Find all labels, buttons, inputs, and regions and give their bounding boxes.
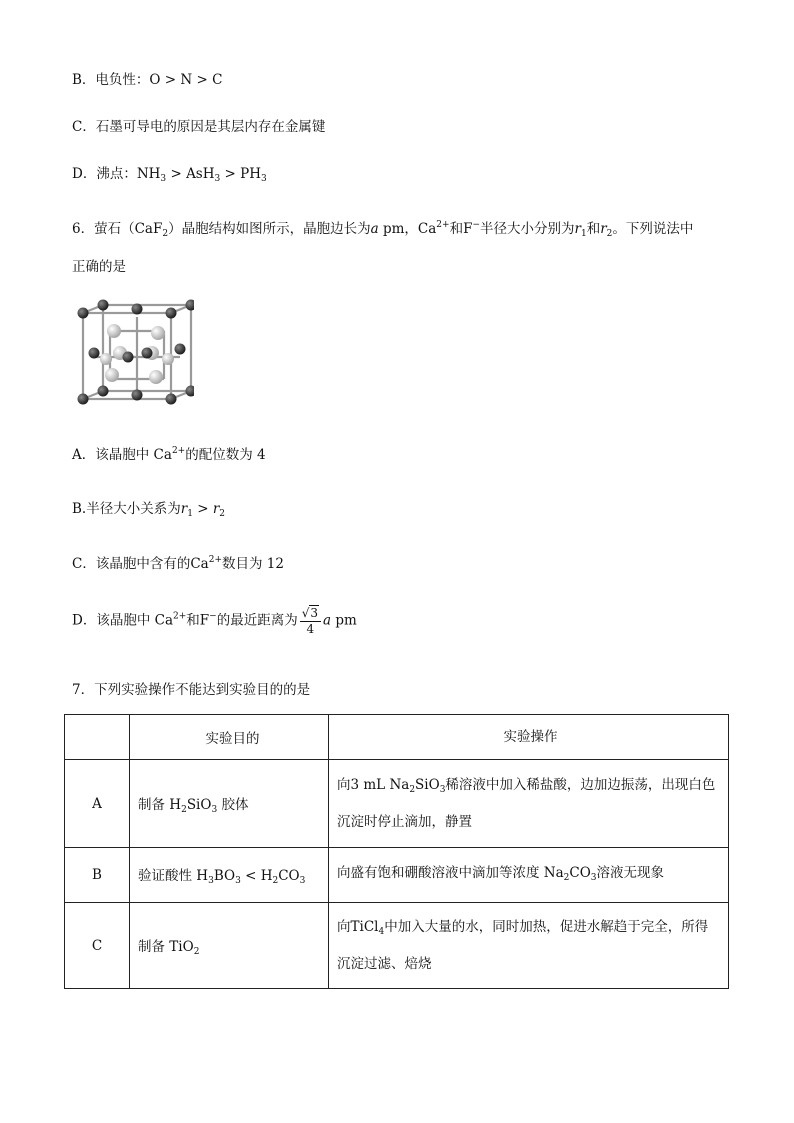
f-ion bbox=[105, 368, 119, 382]
option-b: B．电负性：O > N > C bbox=[72, 72, 223, 88]
ca-ion bbox=[175, 344, 186, 355]
ca-ion bbox=[132, 390, 143, 401]
q6-option-b: B.半径大小关系为$r_1 > r_2$ bbox=[72, 501, 226, 519]
fluorite-unit-cell-figure bbox=[72, 297, 194, 409]
header-blank bbox=[65, 715, 130, 760]
row-purpose: 制备 TiO$_2$ bbox=[130, 903, 329, 989]
table-row bbox=[65, 848, 729, 903]
q6-option-a: A．该晶胞中 $Ca^{2+}$的配位数为 4 bbox=[72, 446, 266, 463]
ca-ion bbox=[78, 308, 89, 319]
option-c: C．石墨可导电的原因是其层内存在金属键 bbox=[72, 119, 326, 135]
row-purpose: 验证酸性 $H_3BO_3 < H_2CO_3$ bbox=[130, 848, 329, 903]
fraction: $\frac{√3}{4}$ bbox=[300, 605, 321, 637]
seq-c: C bbox=[212, 72, 223, 88]
ca-ion bbox=[78, 394, 89, 405]
experiment-table bbox=[64, 714, 729, 989]
ca-ion bbox=[123, 352, 134, 363]
f-ion bbox=[100, 353, 112, 365]
row-operation: 向TiCl$_4$中加入大量的水，同时加热，促进水解趋于完全，所得 沉淀过滤、焙烧 bbox=[329, 903, 729, 989]
ca-ions bbox=[78, 300, 195, 405]
q6-stem: 6．萤石（CaF$_2$）晶胞结构如图所示，晶胞边长为a pm，$Ca^{2+}$和F−半径大小分别为$r_1$和$r_2$。下列说法中 bbox=[72, 220, 694, 239]
q6-stem-line2: 正确的是 bbox=[72, 259, 126, 275]
f-ion bbox=[149, 370, 163, 384]
table-row bbox=[65, 903, 729, 989]
f-ion bbox=[151, 326, 165, 340]
row-label: A bbox=[65, 760, 130, 848]
f-ion bbox=[162, 353, 174, 365]
ca-ion bbox=[186, 386, 195, 397]
table-header-row bbox=[65, 715, 729, 760]
ca-ion bbox=[98, 386, 109, 397]
row-purpose: 制备 $H_2SiO_3$ 胶体 bbox=[130, 760, 329, 848]
row-label: C bbox=[65, 903, 130, 989]
ca-ion bbox=[89, 348, 100, 359]
seq-o: O bbox=[149, 72, 161, 88]
ca-ion bbox=[166, 394, 177, 405]
header-purpose: 实验目的 bbox=[130, 715, 329, 760]
ca-ion bbox=[186, 300, 195, 311]
q6-option-d: D．该晶胞中 $Ca^{2+}$和F−的最近距离为 $\frac{√3}{4}$ a pm bbox=[72, 606, 357, 636]
q7-title: 7．下列实验操作不能达到实验目的的是 bbox=[72, 682, 311, 698]
header-operation: 实验操作 bbox=[329, 715, 729, 760]
table-row bbox=[65, 760, 729, 848]
row-operation: 向盛有饱和硼酸溶液中滴加等浓度 $Na_2CO_3$溶液无现象 bbox=[329, 848, 729, 903]
f-ion bbox=[107, 324, 121, 338]
row-operation: 向3 mL $Na_2SiO_3$稀溶液中加入稀盐酸，边加边振荡，出现白色 沉淀时停止滴加，静置 bbox=[329, 760, 729, 848]
ca-ion bbox=[166, 308, 177, 319]
ca-ion bbox=[142, 348, 153, 359]
row-label: B bbox=[65, 848, 130, 903]
option-d: D．沸点：$NH_3 > AsH_3 > PH_3$ bbox=[72, 166, 267, 184]
ca-ion bbox=[98, 300, 109, 311]
seq-n: N bbox=[180, 72, 193, 88]
q6-option-c: C．该晶胞中含有的$Ca^{2+}$数目为 12 bbox=[72, 555, 284, 572]
ca-ion bbox=[132, 304, 143, 315]
